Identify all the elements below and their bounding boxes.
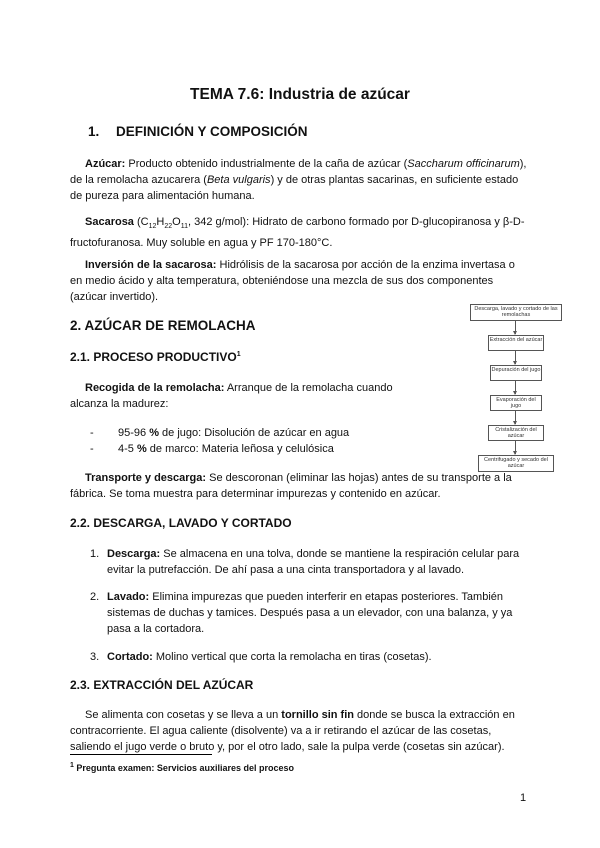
flow-step: Evaporación del jugo: [490, 395, 542, 411]
section-1-title: DEFINICIÓN Y COMPOSICIÓN: [116, 124, 308, 139]
recogida-label: Recogida de la remolacha:: [85, 382, 225, 394]
footnote-ref: 1: [236, 351, 241, 358]
flow-step: Depuración del jugo: [490, 365, 542, 381]
section-2-2-heading: 2.2. DESCARGA, LAVADO Y CORTADO: [70, 516, 292, 530]
azucar-label: Azúcar:: [85, 158, 126, 170]
numbered-item-3: 3. Cortado: Molino vertical que corta la remolacha en tiras (cosetas).: [90, 651, 432, 663]
flow-arrow: [515, 350, 516, 364]
list-item: - 95-96 % de jugo: Disolución de azúcar en agua: [90, 427, 350, 439]
inversion-text: Hidrólisis de la sacarosa por acción de la enzima invertasa o en medio ácido y alta temperatura, obteniéndose una mezcla de sus dos componentes (azúcar invertido).: [70, 259, 515, 303]
paragraph-sacarosa: [70, 214, 530, 251]
section-2-heading: 2. AZÚCAR DE REMOLACHA: [70, 318, 256, 333]
footnote: $^1$ Pregunta examen: Servicios auxiliares del proceso: [70, 762, 295, 773]
paragraph-inversion: [70, 257, 530, 305]
section-2-1-heading: [70, 350, 241, 364]
formula-sub-2: 22: [164, 223, 173, 231]
section-2-3-heading: 2.3. EXTRACCIÓN DEL AZÚCAR: [70, 678, 254, 692]
page-number: 1: [520, 792, 527, 804]
formula-sub-3: 11: [180, 223, 188, 231]
paragraph-azucar: [70, 156, 530, 204]
paragraph-transporte: [70, 470, 530, 502]
azucar-text-2: ), de la remolacha azucarera (: [70, 158, 527, 186]
formula-o: O: [172, 216, 181, 228]
process-flow-diagram: [468, 304, 564, 476]
footnote-separator: [70, 754, 212, 755]
transporte-text: Se descoronan (eliminar las hojas) antes de su transporte a la fábrica. Se toma muestra para determinar impurezas y contenido en azúcar.: [70, 472, 512, 500]
paragraph-recogida: [70, 380, 430, 412]
flow-arrow: [515, 410, 516, 424]
flow-step: Extracción del azúcar: [488, 335, 544, 351]
azucar-text-1: Producto obtenido industrialmente de la caña de azúcar (: [125, 158, 408, 170]
sacarosa-label: Sacarosa: [85, 216, 134, 228]
flow-arrow: [515, 380, 516, 394]
numbered-item-2: 2. Lavado: Elimina impurezas que pueden interferir en etapas posteriores. También sistemas de duchas y tamices. Después pasa a un elevador, con una balanza, y ya pasa a la cortadora.: [90, 591, 513, 635]
inversion-label: Inversión de la sacarosa:: [85, 259, 217, 271]
flow-step: Centrifugado y secado del azúcar: [478, 455, 554, 472]
azucar-species-2: Beta vulgaris: [206, 174, 271, 186]
sacarosa-text: , 342 g/mol): Hidrato de carbono formado por D-glucopiranosa y β-D-fructofuranosa. Muy soluble en agua y PF 170-180°C.: [70, 216, 525, 250]
azucar-text-3: ) y de otras plantas sacarinas, en suficiente estado de pureza para alimentación humana.: [70, 174, 519, 202]
formula-c: (C: [133, 216, 149, 228]
flow-step: Descarga, lavado y cortado de las remolachas: [470, 304, 562, 321]
flow-step: Cristalización del azúcar: [488, 425, 544, 441]
formula-h: H: [156, 216, 165, 228]
bullet-list: [90, 425, 349, 457]
section-1-heading: [88, 124, 308, 139]
document-title: TEMA 7.6: Industria de azúcar: [190, 86, 410, 103]
recogida-text: Arranque de la remolacha cuando alcanza la madurez:: [70, 382, 393, 410]
list-item: - 4-5 % de marco: Materia leñosa y celulósica: [90, 443, 334, 455]
section-1-number: 1.: [88, 124, 100, 139]
transporte-label: Transporte y descarga:: [85, 472, 207, 484]
numbered-item-1: 1. Descarga: Se almacena en una tolva, donde se mantiene la respiración celular para evitar la putrefacción. De ahí pasa a una cinta transportadora y al lavado.: [90, 548, 520, 576]
flow-arrow: [515, 440, 516, 454]
flow-arrow: [515, 320, 516, 334]
formula-sub-1: 12: [148, 223, 157, 231]
azucar-species-1: Saccharum officinarum: [407, 158, 520, 170]
paragraph-extraccion: Se alimenta con cosetas y se lleva a un tornillo sin fin donde se busca la extracción en contracorriente. El agua caliente (disolvente) va a ir retirando el azúcar de las cosetas, saliendo el jugo verde o bruto y, por el otro lado, sale la pulpa verde (cosetas sin azúcar).: [70, 709, 515, 753]
section-2-1-title: 2.1. PROCESO PRODUCTIVO: [70, 350, 237, 364]
